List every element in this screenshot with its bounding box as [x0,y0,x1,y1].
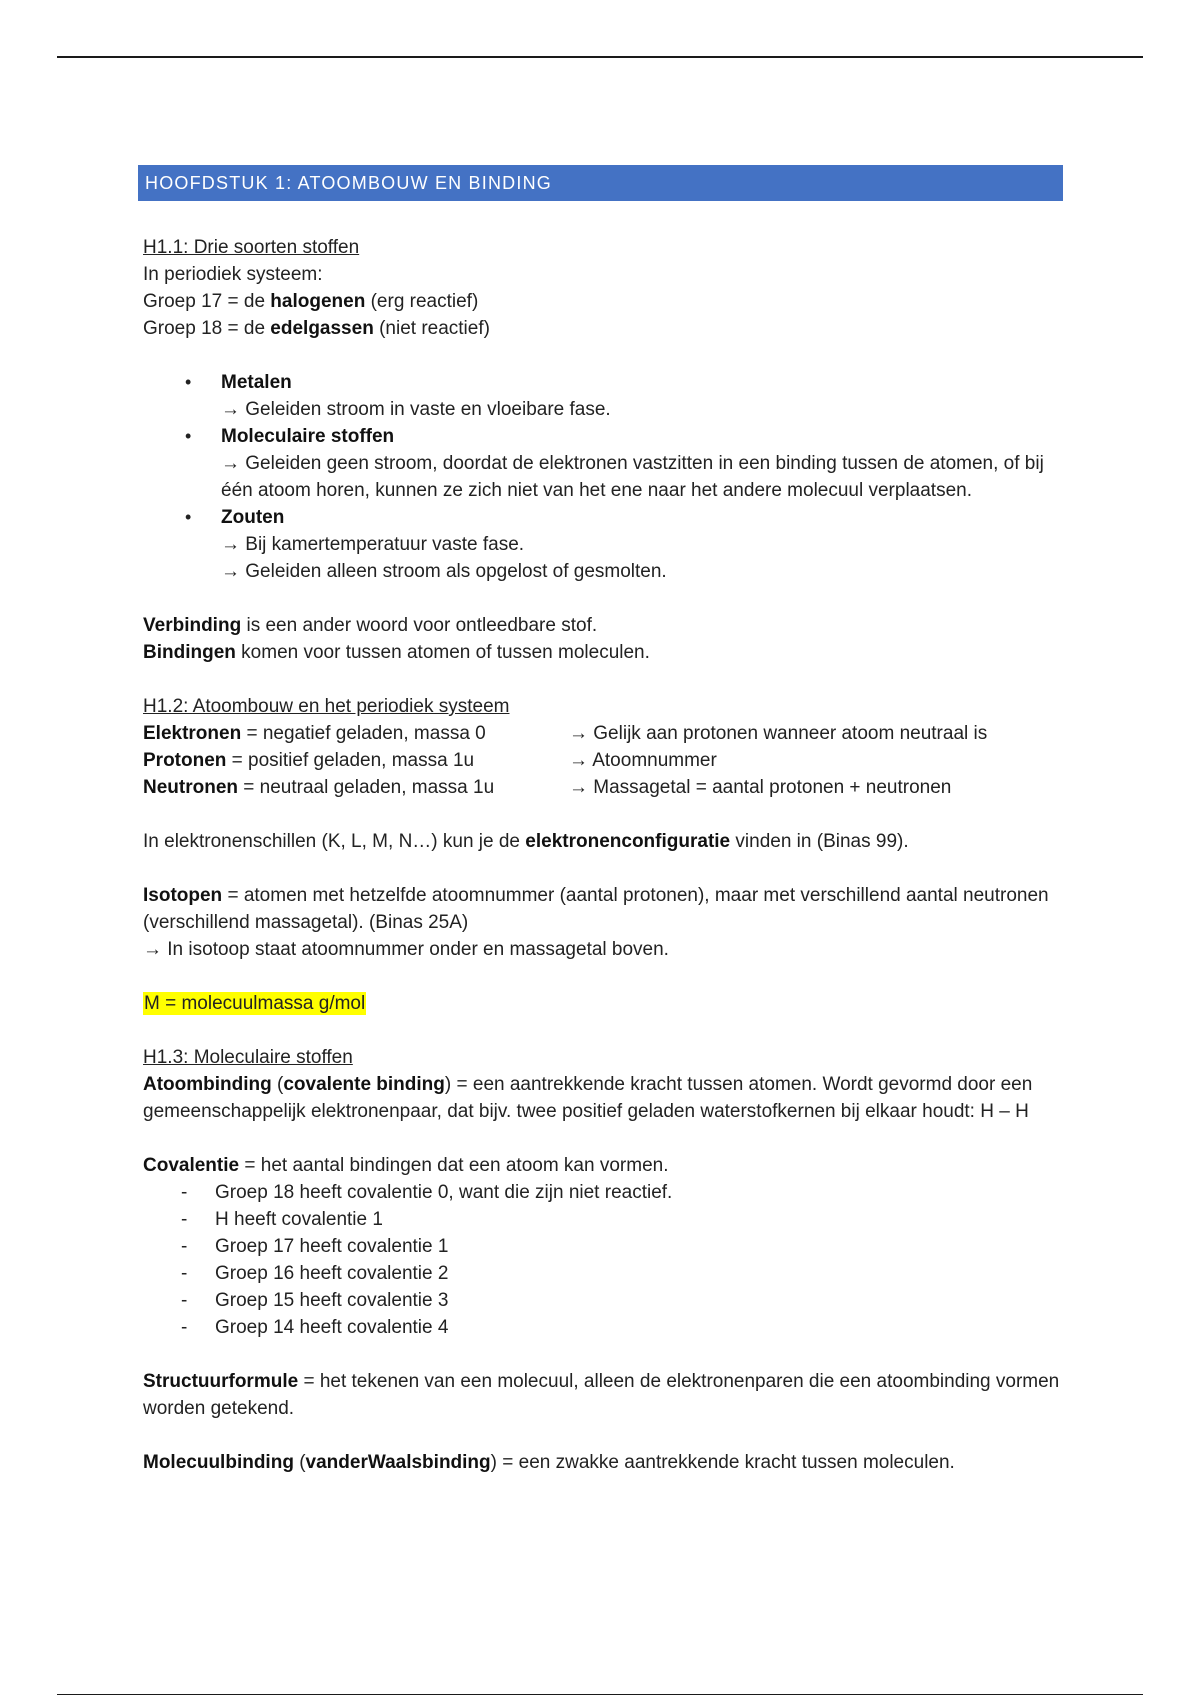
list-item: - Groep 15 heeft covalentie 3 [181,1290,449,1311]
chapter-banner: HOOFDSTUK 1: ATOOMBOUW EN BINDING [138,165,1063,201]
list-item: - Groep 14 heeft covalentie 4 [181,1317,449,1338]
list-item: - Groep 16 heeft covalentie 2 [181,1263,449,1284]
list-item: - Groep 17 heeft covalentie 1 [181,1236,449,1257]
intro-text: In periodiek systeem: [143,264,323,285]
covalentie-definition: Covalentie = het aantal bindingen dat een atoom kan vormen. [143,1155,669,1176]
header-rule [57,56,1143,58]
verbinding-definition: Verbinding is een ander woord voor ontleedbare stof. [143,615,598,636]
covalence-list [143,1179,1063,1341]
bullet-icon: • [185,426,192,446]
list-item: • Moleculaire stoffen → Geleiden geen stroom, doordat de elektronen vastzitten in een binding tussen de atomen, of bij één atoom horen, kunnen ze zich niet van het ene naar het andere molecuul verplaatsen. [143,423,1063,504]
section-heading-1-1: H1.1: Drie soorten stoffen [143,237,360,258]
isotope-note: → In isotoop staat atoomnummer onder en massagetal boven. [143,939,669,960]
bullet-icon: • [185,507,192,527]
isotopen-definition: Isotopen = atomen met hetzelfde atoomnummer (aantal protonen), maar met verschillend aantal neutronen (verschillend massagetal). (Binas 25A) [143,885,1049,933]
bullet-icon: • [185,372,192,392]
list-item: • Zouten → Bij kamertemperatuur vaste fase. → Geleiden alleen stroom als opgelost of gesmolten. [143,504,1063,585]
particle-row: Elektronen = negatief geladen, massa 0 → Gelijk aan protonen wanneer atoom neutraal is [143,723,988,744]
section-heading-1-3: H1.3: Moleculaire stoffen [143,1047,353,1068]
bindingen-definition: Bindingen komen voor tussen atomen of tussen moleculen. [143,642,650,663]
list-item: • Metalen → Geleiden stroom in vaste en vloeibare fase. [143,369,1063,423]
molar-mass-highlight: M = molecuulmassa g/mol [144,993,366,1014]
particle-row: Neutronen = neutraal geladen, massa 1u → Massagetal = aantal protonen + neutronen [143,777,952,798]
group-17-line: Groep 17 = de halogenen (erg reactief) [143,291,479,312]
footer-rule [57,1694,1143,1695]
section-heading-1-2: H1.2: Atoombouw en het periodiek systeem [143,696,510,717]
document-body [143,234,1063,1476]
molecuulbinding-definition: Molecuulbinding (vanderWaalsbinding) = een zwakke aantrekkende kracht tussen moleculen. [143,1452,955,1473]
atoombinding-definition: Atoombinding (covalente binding) = een aantrekkende kracht tussen atomen. Wordt gevormd door een gemeenschappelijk elektronenpaar, dat bijv. twee positief geladen waterstofkernen bij elkaar houdt: H – H [143,1074,1033,1122]
list-item: - H heeft covalentie 1 [181,1209,383,1230]
list-item: - Groep 18 heeft covalentie 0, want die zijn niet reactief. [181,1182,673,1203]
substance-list [143,369,1063,585]
group-18-line: Groep 18 = de edelgassen (niet reactief) [143,318,490,339]
particle-row: Protonen = positief geladen, massa 1u → Atoomnummer [143,750,717,771]
structuurformule-definition: Structuurformule = het tekenen van een molecuul, alleen de elektronenparen die een atoombinding vormen worden getekend. [143,1371,1060,1419]
configuration-text: In elektronenschillen (K, L, M, N…) kun je de elektronenconfiguratie vinden in (Binas 99). [143,831,909,852]
